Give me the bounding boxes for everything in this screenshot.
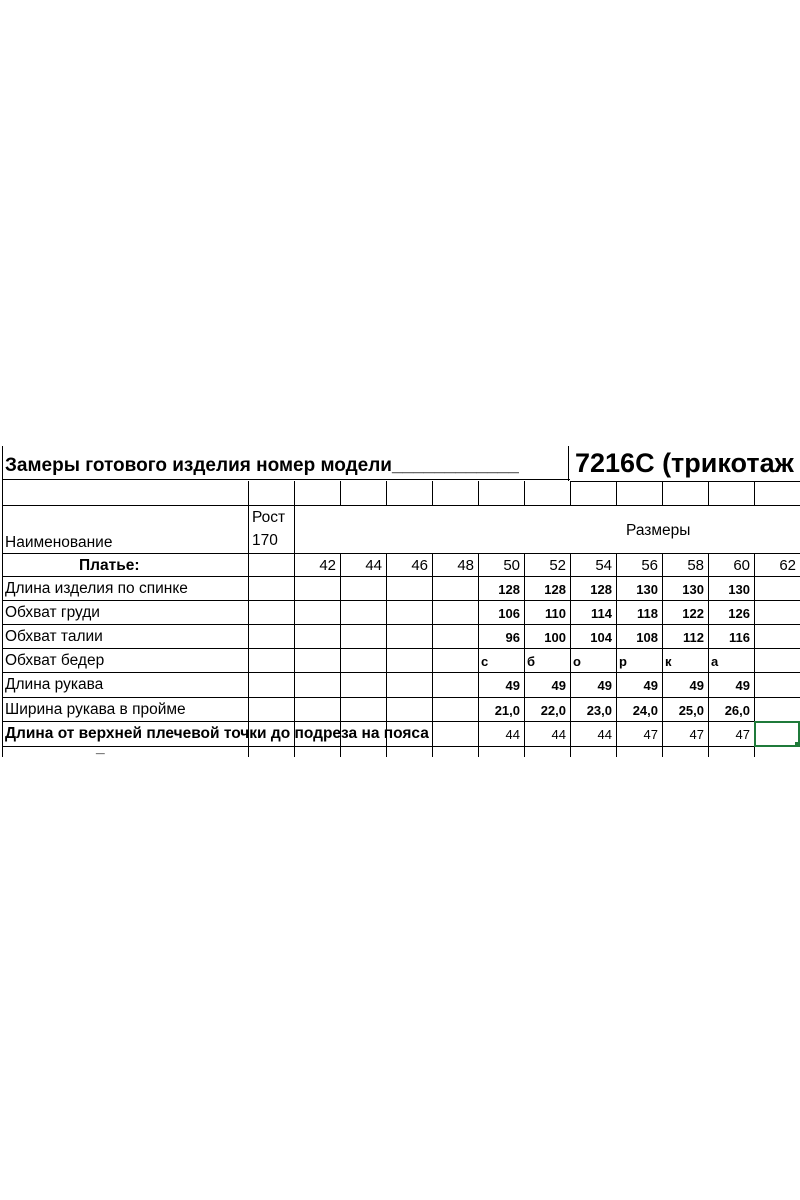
size-header-56: 56: [641, 557, 658, 574]
row-value: 100: [544, 630, 566, 645]
size-header-58: 58: [687, 557, 704, 574]
row-value: 110: [545, 606, 566, 621]
row-value: 47: [643, 727, 658, 742]
grid-line: [294, 505, 295, 757]
row-value: 49: [505, 678, 520, 693]
row-value: 130: [682, 582, 704, 597]
row-value: 25,0: [678, 703, 704, 718]
size-header-44: 44: [365, 557, 382, 574]
grid-line: [2, 553, 800, 554]
row-value: 128: [590, 582, 612, 597]
sheet-title: Замеры готового изделия номер модели____________: [5, 455, 519, 476]
row-label: Длина изделия по спинке: [5, 580, 188, 597]
model-number: 7216С (трикотаж: [575, 448, 794, 478]
row-size-letter: к: [665, 654, 672, 669]
header-name-label: Наименование: [5, 534, 113, 551]
row-value: 49: [597, 678, 612, 693]
row-value: 126: [728, 606, 750, 621]
row-value: 44: [505, 727, 520, 742]
row-value: 118: [637, 606, 658, 621]
grid-line: [248, 481, 249, 505]
grid-line: [754, 481, 755, 505]
row-value: 116: [729, 630, 750, 645]
grid-line: [2, 746, 800, 747]
grid-line: [524, 481, 525, 505]
row-value: 130: [728, 582, 750, 597]
row-label: Обхват груди: [5, 604, 100, 621]
grid-line: [616, 481, 617, 505]
header-height-label: Рост: [252, 509, 286, 526]
left-border: [2, 446, 3, 757]
row-value: 49: [551, 678, 566, 693]
row-value: 23,0: [586, 703, 612, 718]
grid-line: [2, 600, 800, 601]
row-value: 114: [591, 606, 612, 621]
header-height-value: 170: [252, 532, 278, 549]
row-label: Обхват талии: [5, 628, 103, 645]
row-label: Длина от верхней плечевой точки до подреза на пояса: [5, 725, 429, 742]
row-value: 49: [689, 678, 704, 693]
row-value: 128: [498, 582, 520, 597]
row-size-letter: с: [481, 654, 489, 669]
grid-line: [2, 624, 800, 625]
grid-line: [2, 576, 800, 577]
size-header-60: 60: [733, 557, 750, 574]
grid-line: [478, 481, 479, 505]
row-value: 47: [689, 727, 704, 742]
selected-cell[interactable]: [754, 721, 800, 747]
size-header-46: 46: [411, 557, 428, 574]
grid-line: [662, 481, 663, 505]
title-divider: [568, 446, 569, 481]
row-value: 49: [735, 678, 750, 693]
title-rule: [570, 481, 800, 482]
row-value: 106: [498, 606, 520, 621]
size-header-54: 54: [595, 557, 612, 574]
row-value: 24,0: [632, 703, 658, 718]
row-value: 104: [590, 630, 612, 645]
size-header-62: 62: [779, 557, 796, 574]
row-value: 44: [551, 727, 566, 742]
row-value: 122: [682, 606, 704, 621]
row-size-letter: р: [619, 654, 627, 669]
row-value: 128: [544, 582, 566, 597]
row-value: 44: [597, 727, 612, 742]
grid-line: [294, 481, 295, 505]
size-header-48: 48: [457, 557, 474, 574]
grid-line: [340, 481, 341, 505]
row-value: 26,0: [724, 703, 750, 718]
title-underline: [2, 479, 570, 480]
size-header-50: 50: [503, 557, 520, 574]
grid-line: [432, 553, 433, 757]
grid-line: [432, 481, 433, 505]
grid-line: [708, 481, 709, 505]
size-header-42: 42: [319, 557, 336, 574]
row-label: Ширина рукава в пройме: [5, 701, 186, 718]
row-value: 49: [643, 678, 658, 693]
row-size-letter: б: [527, 654, 536, 669]
row-value: 130: [636, 582, 658, 597]
grid-line: [386, 481, 387, 505]
header-sizes-label: Размеры: [626, 522, 691, 539]
fill-handle[interactable]: [795, 742, 800, 747]
row-value: 112: [683, 630, 704, 645]
grid-line: [248, 505, 249, 757]
row-size-letter: о: [573, 654, 581, 669]
grid-line: [2, 721, 800, 722]
grid-line: [2, 505, 800, 506]
grid-line: [570, 481, 571, 505]
grid-line: [2, 648, 800, 649]
grid-line: [2, 697, 800, 698]
row-label: Длина рукава: [5, 676, 104, 693]
grid-line: [2, 672, 800, 673]
size-header-52: 52: [549, 557, 566, 574]
row-size-letter: а: [711, 654, 719, 669]
row-value: 21,0: [494, 703, 520, 718]
row-value: 22,0: [540, 703, 566, 718]
section-label: Платье:: [79, 557, 140, 574]
row-value: 47: [735, 727, 750, 742]
truncated-row-mark: _: [96, 739, 105, 756]
row-value: 96: [505, 630, 520, 645]
row-value: 108: [636, 630, 658, 645]
row-label: Обхват бедер: [5, 652, 105, 669]
